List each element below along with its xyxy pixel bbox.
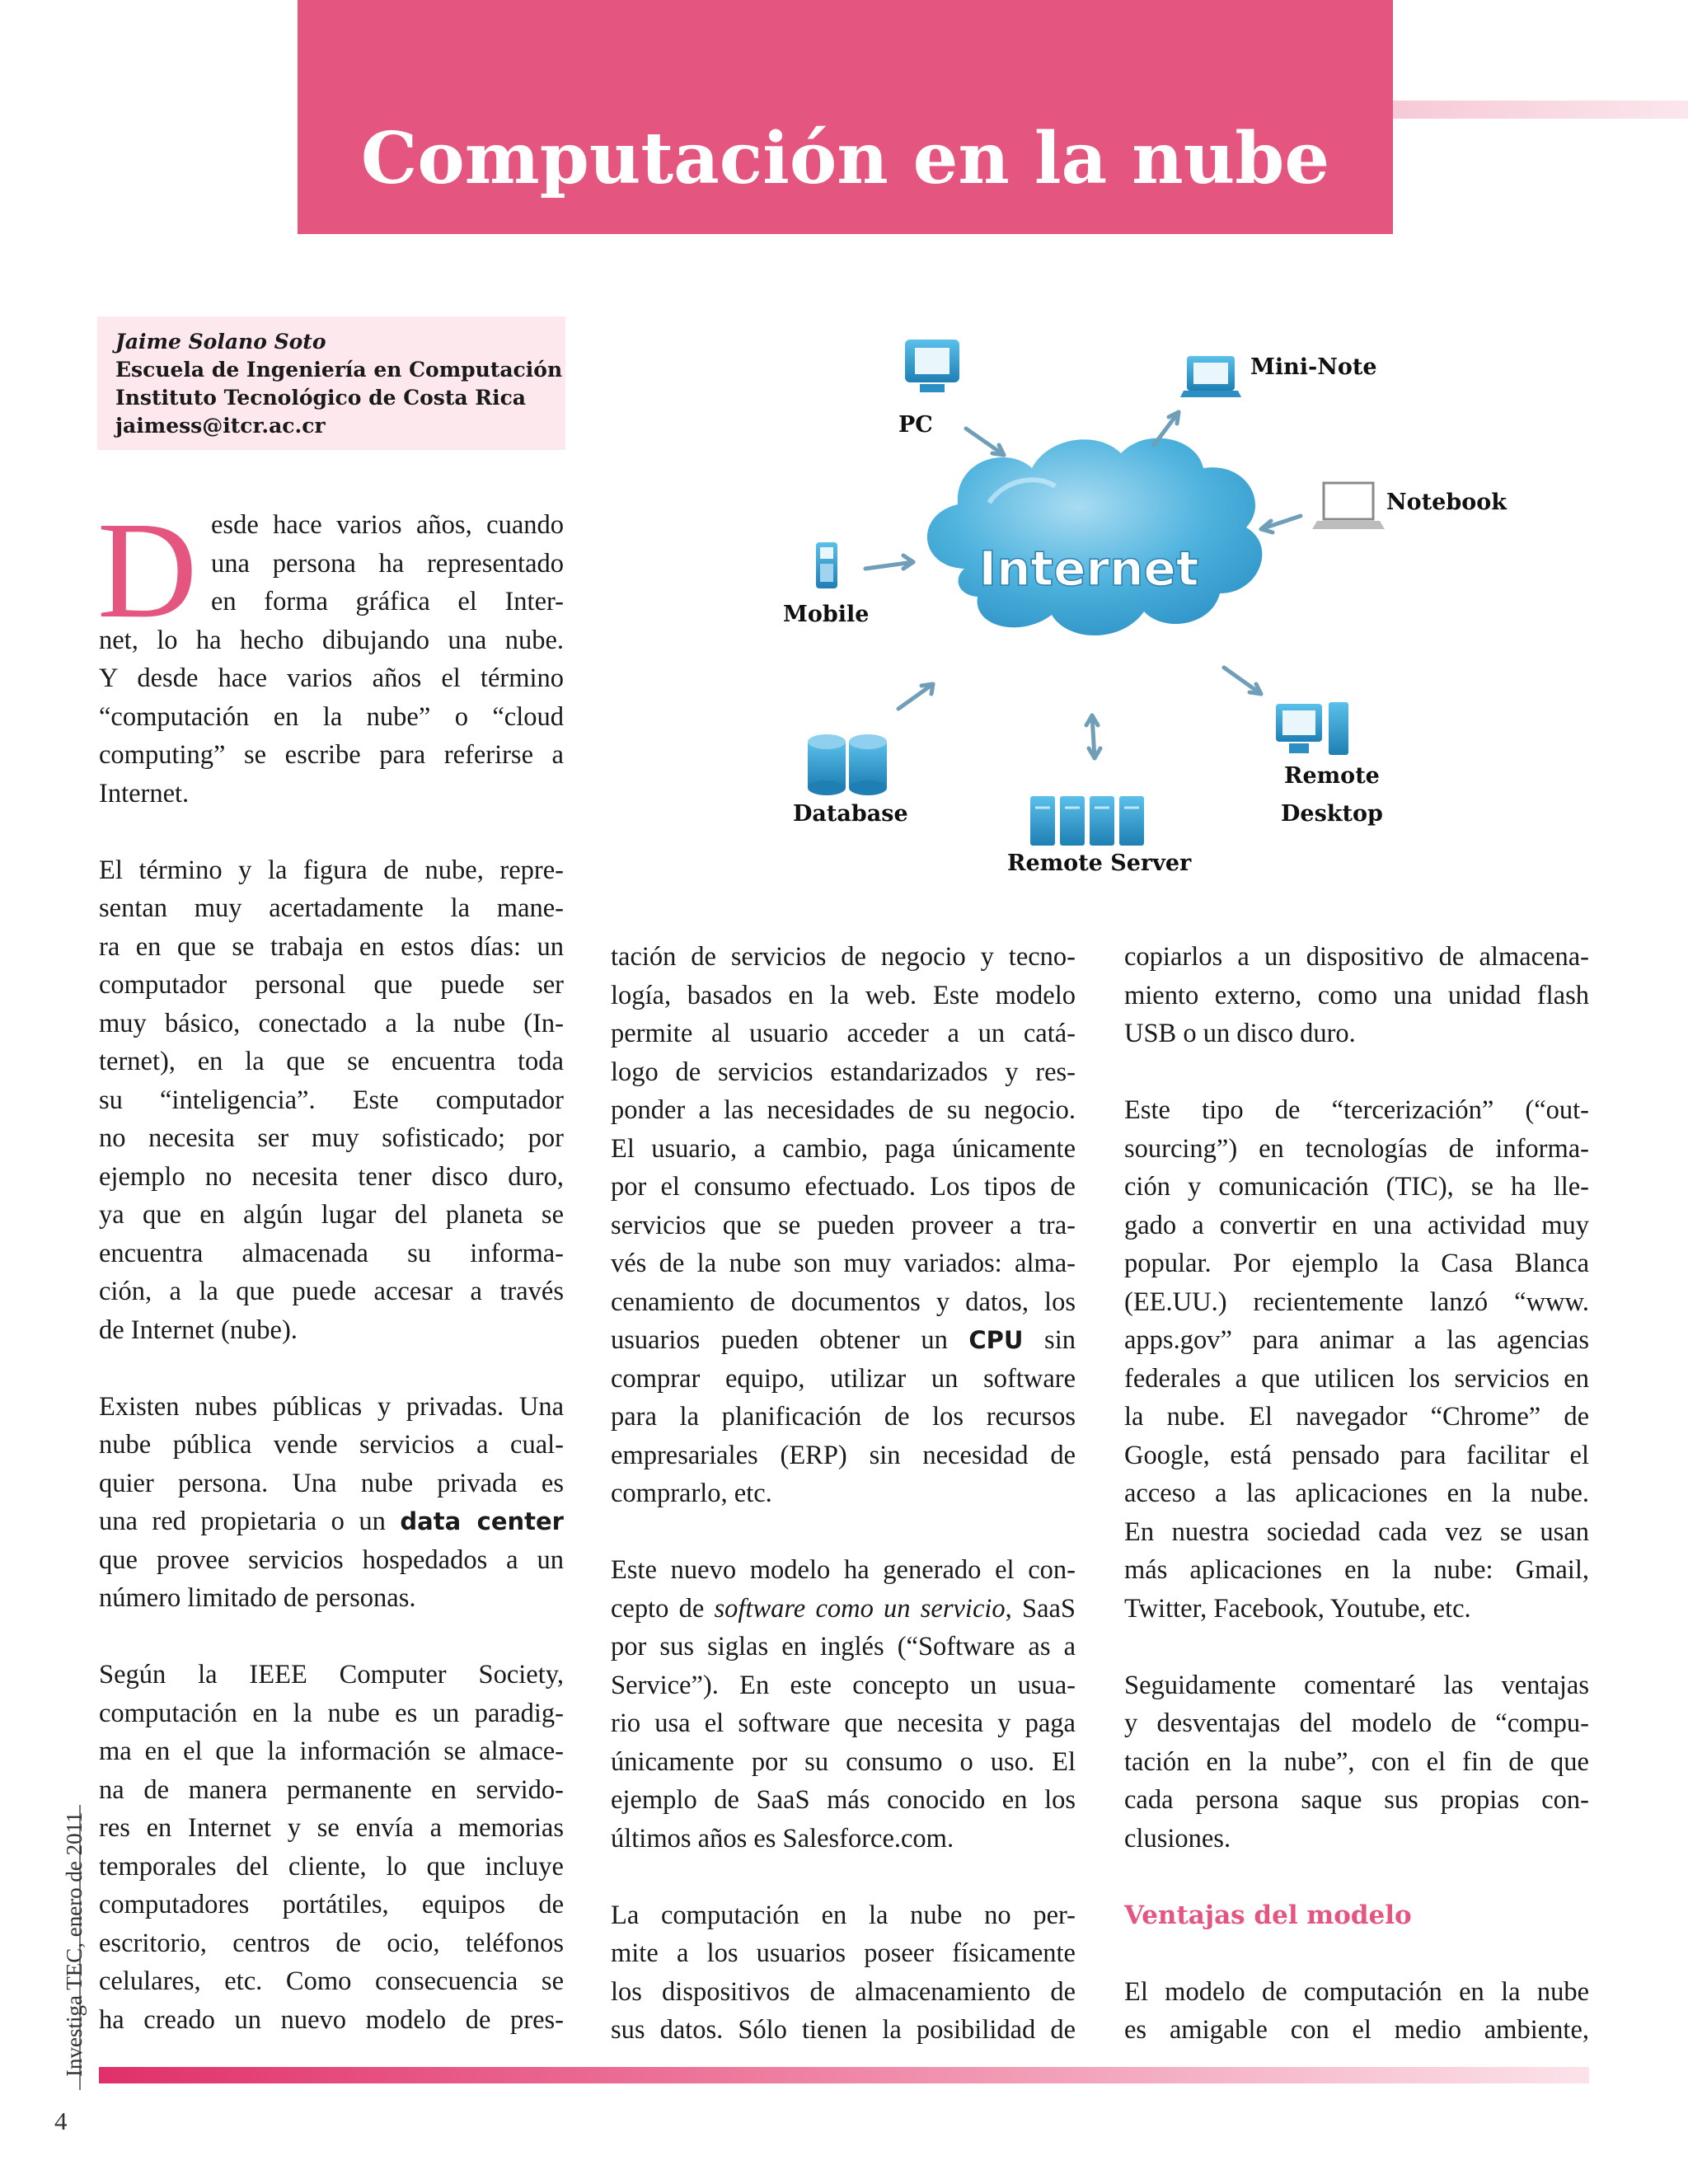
text-line: Existen nubes públicas y privadas. Una xyxy=(99,1391,564,1422)
cpu-term: CPU xyxy=(968,1326,1024,1354)
text-line: número limitado de personas. xyxy=(99,1583,416,1613)
text-line: copiarlos a un dispositivo de almacena- xyxy=(1124,942,1589,972)
text-line: tación en la nube”, con el fin de que xyxy=(1124,1746,1589,1777)
text-line: sus datos. Sólo tienen la posibilidad de xyxy=(611,2015,1076,2045)
column-2 xyxy=(611,938,1076,2050)
author-name: Jaime Solano Soto xyxy=(115,330,326,354)
text-line: res en Internet y se envía a memorias xyxy=(99,1813,564,1843)
text-line: Este tipo de “tercerización” (“out- xyxy=(1124,1095,1589,1125)
remote-server-label: Remote Server xyxy=(1007,851,1192,876)
text-line: empresariales (ERP) sin necesidad de xyxy=(611,1440,1076,1470)
text-line: celulares, etc. Como consecuencia se xyxy=(99,1966,564,1996)
remote-desktop-icon xyxy=(1276,702,1348,755)
text-line: El usuario, a cambio, paga únicamente xyxy=(611,1133,1076,1164)
title-stripe xyxy=(1393,101,1688,119)
text-line: gado a convertir en una actividad muy xyxy=(1124,1210,1589,1240)
text-line: cada persona saque sus propias con- xyxy=(1124,1785,1589,1815)
text-line: USB o un disco duro. xyxy=(1124,1019,1356,1048)
text-line: miento externo, como una unidad flash xyxy=(1124,980,1589,1010)
section-heading: Ventajas del modelo xyxy=(1124,1900,1412,1930)
text-line: no necesita ser muy sofisticado; por xyxy=(99,1123,564,1153)
text-line: ternet), en la que se encuentra toda xyxy=(99,1047,564,1076)
text-line: computación en la nube es un paradig- xyxy=(99,1698,564,1728)
text-line: esde hace varios años, cuando xyxy=(211,510,564,540)
text-line: Según la IEEE Computer Society, xyxy=(99,1660,564,1690)
text-line: ejemplo no necesita tener disco duro, xyxy=(99,1161,564,1192)
text-line: ción y comunicación (TIC), se ha lle- xyxy=(1124,1172,1589,1202)
data-center-term: data center xyxy=(400,1507,564,1535)
mobile-icon xyxy=(816,542,837,588)
text-line: Service”). En este concepto un usua- xyxy=(611,1670,1076,1700)
text-line: por sus siglas en inglés (“Software as a xyxy=(611,1632,1076,1661)
text-line: El modelo de computación en la nube xyxy=(1124,1976,1589,2007)
database-label: Database xyxy=(793,801,908,827)
text-line: computadores portátiles, equipos de xyxy=(99,1890,564,1919)
text-line: apps.gov” para animar a las agencias xyxy=(1124,1325,1589,1355)
text-line: de Internet (nube). xyxy=(99,1315,298,1345)
text-line: ma en el que la información se almace- xyxy=(99,1736,564,1766)
text-line: para la planificación de los recursos xyxy=(611,1402,1076,1432)
page-title: Computación en la nube xyxy=(360,117,1330,200)
text-line: logo de servicios estandarizados y res- xyxy=(611,1057,1076,1087)
drop-cap: D xyxy=(97,494,198,647)
text-line: cenamiento de documentos y datos, los xyxy=(611,1286,1076,1317)
text-line: encuentra almacenada su informa- xyxy=(99,1238,564,1268)
title-banner xyxy=(298,0,1393,234)
author-school: Escuela de Ingeniería en Computación xyxy=(115,358,563,382)
internet-cloud xyxy=(927,438,1262,635)
text-line: El término y la figura de nube, repre- xyxy=(99,855,564,885)
text-line: la nube. El navegador “Chrome” de xyxy=(1124,1402,1589,1432)
saas-term: software como un servicio xyxy=(714,1593,1006,1624)
text-line: Internet. xyxy=(99,778,190,808)
text-line: temporales del cliente, lo que incluye xyxy=(99,1851,564,1882)
text-line: y desventajas del modelo de “compu- xyxy=(1124,1708,1589,1738)
text-line: “computación en la nube” o “cloud xyxy=(99,701,564,732)
author-institute: Instituto Tecnológico de Costa Rica xyxy=(115,386,526,410)
text-line: es amigable con el medio ambiente, xyxy=(1124,2015,1589,2045)
text-line: ponder a las necesidades de su negocio. xyxy=(611,1095,1076,1125)
column-1 xyxy=(99,506,564,2039)
text-line: últimos años es Salesforce.com. xyxy=(611,1823,954,1854)
text-line: escritorio, centros de ocio, teléfonos xyxy=(99,1928,564,1958)
mini-note-icon xyxy=(1180,356,1241,397)
text-line: los dispositivos de almacenamiento de xyxy=(611,1976,1076,2007)
text-line: ha creado un nuevo modelo de pres- xyxy=(99,2004,564,2035)
text-line: muy básico, conectado a la nube (In- xyxy=(99,1008,564,1038)
column-3 xyxy=(1124,938,1589,2050)
database-icon xyxy=(808,734,887,795)
text-line: En nuestra sociedad cada vez se usan xyxy=(1124,1516,1589,1547)
text-line: más aplicaciones en la nube: Gmail, xyxy=(1124,1555,1589,1585)
text-line: La computación en la nube no per- xyxy=(611,1900,1076,1930)
text-line: Este nuevo modelo ha generado el con- xyxy=(611,1555,1076,1585)
text-line: computador personal que puede ser xyxy=(99,970,564,1000)
notebook-label: Notebook xyxy=(1386,490,1507,515)
text-line: popular. Por ejemplo la Casa Blanca xyxy=(1124,1249,1589,1278)
text-line: servicios que se pueden proveer a tra- xyxy=(611,1210,1076,1240)
text-line: logía, basados en la web. Este modelo xyxy=(611,980,1076,1010)
text-line: vés de la nube son muy variados: alma- xyxy=(611,1249,1076,1278)
text-line: sentan muy acertadamente la mane- xyxy=(99,893,564,923)
text-line: ejemplo de SaaS más conocido en los xyxy=(611,1785,1076,1815)
text-line: net, lo ha hecho dibujando una nube. xyxy=(99,625,564,655)
text-line: na de manera permanente en servido- xyxy=(99,1774,564,1805)
text-line: ción, a la que puede accesar a través xyxy=(99,1277,564,1306)
pc-icon xyxy=(905,340,959,392)
text-line: permite al usuario acceder a un catá- xyxy=(611,1019,1076,1048)
text-line: cepto de software como un servicio, SaaS xyxy=(611,1593,1076,1624)
mobile-label: Mobile xyxy=(783,602,870,627)
text-line: rio usa el software que necesita y paga xyxy=(611,1708,1076,1738)
text-line: mite a los usuarios poseer físicamente xyxy=(611,1938,1076,1968)
text-line: por el consumo efectuado. Los tipos de xyxy=(611,1172,1076,1202)
text-line: tación de servicios de negocio y tecno- xyxy=(611,942,1076,972)
text-line: una persona ha representado xyxy=(211,548,564,579)
author-box xyxy=(97,316,565,450)
notebook-icon xyxy=(1312,483,1385,529)
text-line: federales a que utilicen los servicios en xyxy=(1124,1363,1589,1394)
footer-bar xyxy=(99,2067,1589,2083)
text-line: sourcing”) en tecnologías de informa- xyxy=(1124,1133,1589,1164)
text-line: clusiones. xyxy=(1124,1823,1231,1854)
text-line: (EE.UU.) recientemente lanzó “www. xyxy=(1124,1286,1589,1317)
mini-note-label: Mini-Note xyxy=(1250,354,1377,380)
pc-label: PC xyxy=(898,412,933,438)
text-line: su “inteligencia”. Este computador xyxy=(99,1085,564,1115)
author-email[interactable]: jaimess@itcr.ac.cr xyxy=(115,414,326,438)
publication-info: Investiga TEC, enero de 2011 xyxy=(62,1811,87,2077)
text-line: quier persona. Una nube privada es xyxy=(99,1468,564,1498)
text-line: que provee servicios hospedados a un xyxy=(99,1544,564,1575)
internet-label: Internet xyxy=(978,541,1199,597)
text-line: únicamente por su consumo o uso. El xyxy=(611,1746,1076,1777)
text-line: Google, está pensado para facilitar el xyxy=(1124,1440,1589,1470)
remote-desktop-label-2: Desktop xyxy=(1281,801,1383,827)
text-line: usuarios pueden obtener un CPU sin xyxy=(611,1325,1076,1355)
text-line: acceso a las aplicaciones en la nube. xyxy=(1124,1479,1589,1508)
page-number: 4 xyxy=(54,2107,68,2135)
text-line: nube pública vende servicios a cual- xyxy=(99,1430,564,1460)
text-line: Y desde hace varios años el término xyxy=(99,663,564,693)
internet-diagram xyxy=(742,321,1550,890)
text-line: ra en que se trabaja en estos días: un xyxy=(99,931,564,962)
text-line: Seguidamente comentaré las ventajas xyxy=(1124,1670,1589,1700)
text-line: comprarlo, etc. xyxy=(611,1479,772,1508)
text-line: computing” se escribe para referirse a xyxy=(99,740,564,770)
text-line: en forma gráfica el Inter- xyxy=(211,587,564,616)
text-line: comprar equipo, utilizar un software xyxy=(611,1363,1076,1394)
remote-desktop-label-1: Remote xyxy=(1284,763,1380,789)
text-line: una red propietaria o un data center xyxy=(99,1507,564,1536)
text-line: Twitter, Facebook, Youtube, etc. xyxy=(1124,1593,1471,1624)
remote-server-icon xyxy=(1030,796,1144,846)
text-line: ya que en algún lugar del planeta se xyxy=(99,1200,564,1230)
